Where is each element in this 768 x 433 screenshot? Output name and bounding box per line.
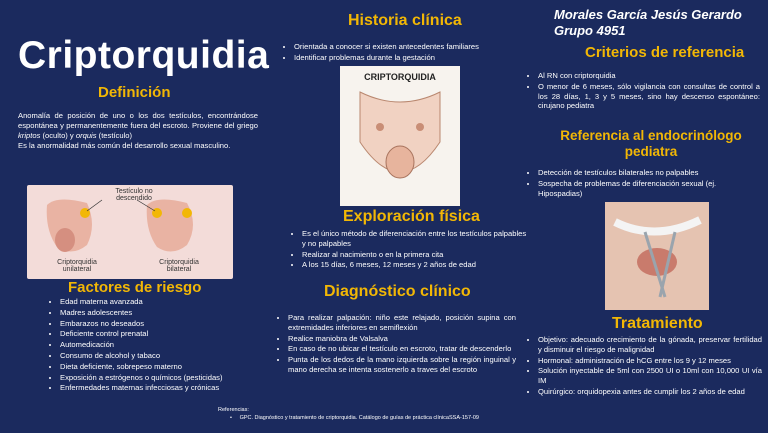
exploracion-item: • Realizar al nacimiento o en la primera cita [302,250,530,260]
factor-item: • Consumo de alcohol y tabaco [60,351,263,361]
referencias-item: • GPC. Diagnóstico y tratamiento de criptorquidia. Catálogo de guías de práctica clínicaSSA-157-09 [230,415,479,421]
surgery-image [605,202,709,310]
criterios-heading: Criterios de referencia [585,44,745,61]
factores-heading: Factores de riesgo [68,279,202,296]
historia-heading: Historia clínica [348,12,462,29]
factor-item: • Automedicación [60,340,263,350]
tratamiento-list [526,335,762,398]
factor-item: • Deficiente control prenatal [60,329,263,339]
poster-title: Criptorquidia [18,34,270,77]
diagnostico-item: • Realice maniobra de Valsalva [288,334,516,344]
referencia-item: • Detección de testículos bilaterales no palpables [538,168,760,178]
diagnostico-heading: Diagnóstico clínico [324,283,471,300]
criterios-list [526,71,760,112]
factor-item: • Dieta deficiente, sobrepeso materno [60,362,263,372]
testis-left-shape [55,228,75,252]
author-group: Grupo 4951 [554,23,626,38]
diagnostico-list [276,313,516,376]
factor-item: • Enfermedades maternas infecciosas y crónicas [60,383,263,393]
criptorquidia-diagram [27,185,233,279]
tratamiento-item: • Quirúrgico: orquidopexia antes de cumplir los 2 años de edad [538,387,762,397]
author-name: Morales García Jesús Gerardo [554,7,742,22]
diagnostico-item: • En caso de no ubicar el testículo en escroto, tratar de descenderlo [288,344,516,354]
scrotum-right-shape [147,199,193,251]
diagram-label-left: Criptorquidia unilateral [57,259,97,273]
diagram-label-right: Criptorquidia bilateral [159,259,199,273]
undescended-testis-2-shape [182,208,192,218]
referencia-list [526,168,760,199]
historia-image [340,66,460,206]
exploracion-list [290,229,530,271]
undescended-testis-1-shape [152,208,162,218]
historia-item: • Orientada a conocer si existen antecedentes familiares [294,42,522,52]
historia-image-title: CRIPTORQUIDIA [364,72,436,82]
factor-item: • Embarazos no deseados [60,319,263,329]
referencia-heading: Referencia al endocrinólogo pediatra [560,128,742,159]
tratamiento-item: • Objetivo: adecuado crecimiento de la gónada, preservar fertilidad y disminuir el riesgo de malignidad [538,335,762,355]
exploracion-item: • A los 15 días, 6 meses, 12 meses y 2 años de edad [302,260,530,270]
historia-item: • Identificar problemas durante la gestación [294,53,522,63]
exploracion-item: • Es el único método de diferenciación entre los testículos palpables y no palpables [302,229,530,249]
criterio-item: • Al RN con criptorquidia [538,71,760,81]
definicion-heading: Definición [98,84,171,101]
factor-item: • Madres adolescentes [60,308,263,318]
diagram-label-top: Testículo no descendido [115,188,153,202]
diagnostico-item: • Punta de los dedos de la mano izquierda sobre la región inguinal y mano derecha se intenta sostenerlo a traves del escroto [288,355,516,375]
author-block [554,7,754,39]
exploracion-heading: Exploración física [343,208,480,225]
referencias-heading: Referencias: [218,407,249,413]
criterio-item: • O menor de 6 meses, sólo vigilancia con consultas de control a los 28 días, 1, 3 y 5 meses, sino hay descenso espontáneo: cirujano pediatra [538,82,760,111]
anatomy-illustration [340,82,460,202]
tratamiento-heading: Tratamiento [612,315,703,332]
factor-item: • Edad materna avanzada [60,297,263,307]
tratamiento-item: • Solución inyectable de 5ml con 2500 UI o 10ml con 10,000 UI vía IM [538,366,762,386]
historia-list [282,42,522,64]
factores-list [48,297,263,394]
referencias-block [218,406,479,422]
referencia-item: • Sospecha de problemas de diferenciación sexual (ej. Hipospadias) [538,179,760,199]
surgery-illustration [605,202,709,310]
factor-item: • Exposición a estrógenos o químicos (pesticidas) [60,373,263,383]
diagnostico-item: • Para realizar palpación: niño este relajado, posición supina con extremidades inferiores en semiflexión [288,313,516,333]
definicion-text: Anomalía de posición de uno o los dos testículos, encontrándose espontánea y permanentemente fuera del escroto. Proviene del griego kriptos (oculto) y orquis (testículo) Es la anormalidad más común del desarrollo sexual masculino. [18,111,258,150]
tratamiento-item: • Hormonal: administración de hCG entre los 9 y 12 meses [538,356,762,366]
